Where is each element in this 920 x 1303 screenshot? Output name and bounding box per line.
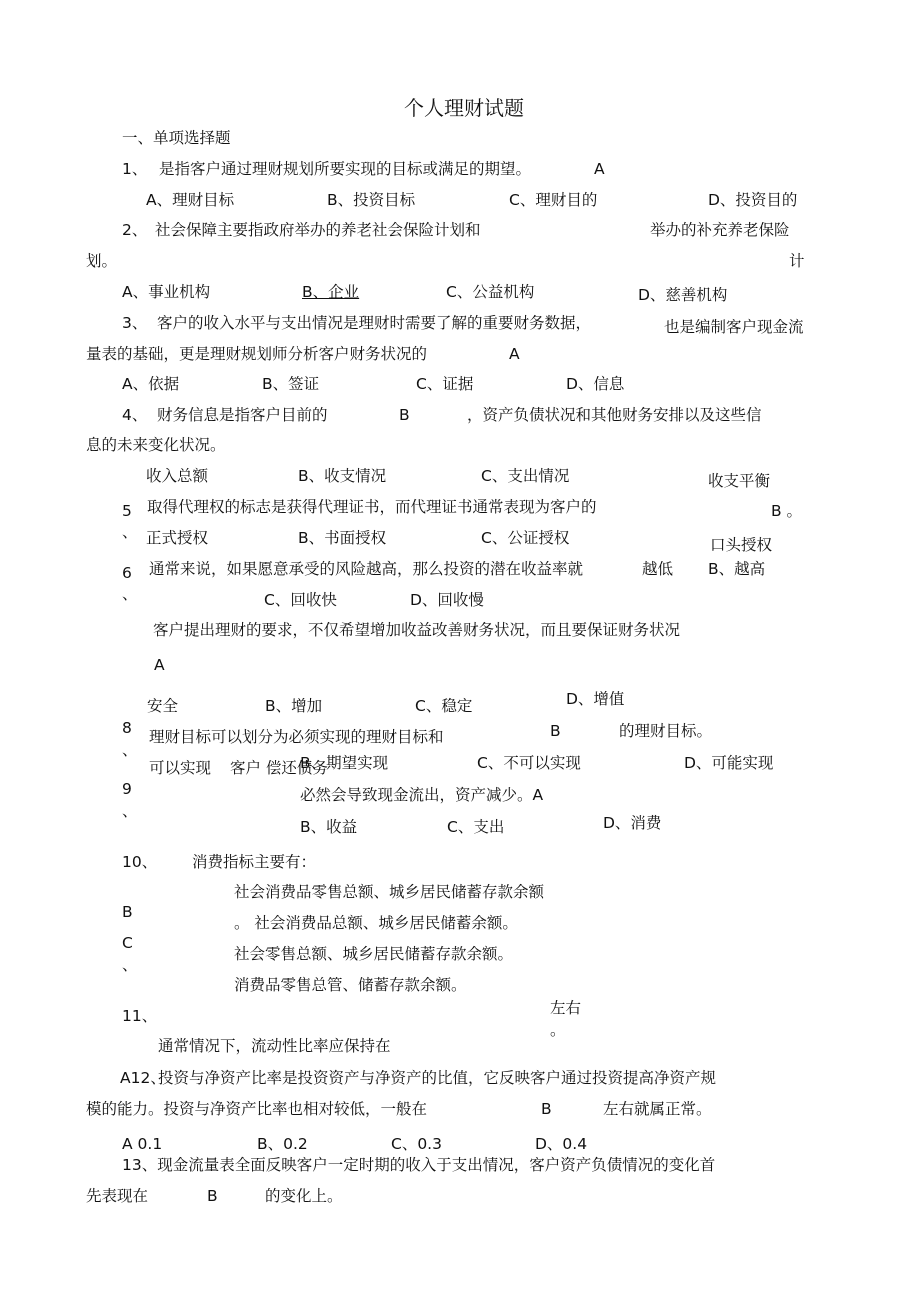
q8-option-d: D、可能实现	[684, 754, 774, 772]
q3-number: 3、	[122, 314, 148, 332]
q12-option-b: B、0.2	[257, 1135, 308, 1153]
q3-answer: A	[509, 345, 520, 363]
q4-answer: B	[399, 406, 410, 424]
q6-number-mark: 、	[122, 585, 138, 603]
q11-tail: 左右	[550, 999, 582, 1017]
q10-option-2: 。 社会消费品总额、城乡居民储蓄余额。	[234, 914, 518, 932]
q8-number: 8	[122, 719, 132, 737]
q1-option-d: D、投资目的	[708, 191, 798, 209]
q10-letter-c: C	[122, 934, 133, 952]
q10-option-1: 社会消费品零售总额、城乡居民储蓄存款余额	[234, 883, 545, 901]
q2-stem-fragment: 计	[789, 252, 805, 270]
q4-stem: 财务信息是指客户目前的	[157, 406, 328, 424]
q10-number: 10、	[122, 853, 158, 871]
q10-option-4: 消费品零售总管、储蓄存款余额。	[234, 976, 467, 994]
q5-option-a: 正式授权	[146, 529, 209, 547]
q3-option-b: B、签证	[262, 375, 320, 393]
q7-answer: A	[154, 656, 165, 674]
q5-option-b: B、书面授权	[298, 529, 387, 547]
q3-stem-cont: 也是编制客户现金流	[664, 318, 804, 336]
q2-option-d: D、慈善机构	[638, 286, 728, 304]
q13-answer: B	[207, 1187, 218, 1205]
q8-stem-cont: 的理财目标。	[619, 722, 713, 740]
page-title: 个人理财试题	[404, 96, 524, 120]
q4-option-a: 收入总额	[146, 467, 209, 485]
q6-number: 6	[122, 564, 132, 582]
q2-stem-end: 划。	[86, 252, 118, 270]
q5-number: 5	[122, 502, 132, 520]
section-heading: 一、单项选择题	[122, 129, 231, 147]
q2-option-a: A、事业机构	[122, 283, 211, 301]
q10-option-3: 社会零售总额、城乡居民储蓄存款余额。	[234, 945, 514, 963]
q1-stem: 是指客户通过理财规划所要实现的目标或满足的期望。	[159, 160, 532, 178]
q4-stem-end: 息的未来变化状况。	[86, 436, 226, 454]
q2-option-b: B、企业	[302, 283, 360, 301]
q8-option-b: B、期望实现	[300, 754, 389, 772]
q12-stem-end: 左右就属正常。	[603, 1100, 712, 1118]
q9-fragment: 客户 偿还债务	[230, 759, 328, 777]
q4-option-d: 收支平衡	[708, 472, 771, 490]
q7-option-d: D、增值	[566, 690, 625, 708]
q11-stem: 通常情况下，流动性比率应保持在	[158, 1037, 391, 1055]
q7-option-b: B、增加	[265, 697, 323, 715]
q9-number-mark: 、	[122, 802, 138, 820]
q1-option-c: C、理财目的	[509, 191, 598, 209]
q12-option-c: C、0.3	[391, 1135, 442, 1153]
q6-stem: 通常来说，如果愿意承受的风险越高，那么投资的潜在收益率就	[149, 560, 584, 578]
q2-number: 2、	[122, 221, 148, 239]
q11-tail-mark: 。	[550, 1021, 566, 1039]
q5-answer: B 。	[771, 502, 803, 520]
q9-option-d: D、消费	[603, 814, 662, 832]
q13-stem-end: 的变化上。	[265, 1187, 343, 1205]
q6-option-b: B、越高	[708, 560, 766, 578]
q10-letter-b: B	[122, 903, 133, 921]
q5-stem: 取得代理权的标志是获得代理证书，而代理证书通常表现为客户的	[147, 498, 597, 516]
q10-stem: 消费指标主要有：	[192, 853, 317, 871]
q12-option-d: D、0.4	[535, 1135, 588, 1153]
q9-option-b: B、收益	[300, 818, 358, 836]
q11-number: 11、	[122, 1007, 158, 1025]
q8-answer: B	[550, 722, 561, 740]
q8-stem: 理财目标可以划分为必须实现的理财目标和	[149, 728, 444, 746]
q6-option-c: C、回收快	[264, 591, 337, 609]
q9-stem: 必然会导致现金流出，资产减少。A	[300, 786, 544, 804]
q4-number: 4、	[122, 406, 148, 424]
q1-option-b: B、投资目标	[327, 191, 416, 209]
q13-stem-cont: 先表现在	[86, 1187, 149, 1205]
q1-option-a: A、理财目标	[146, 191, 235, 209]
q7-stem: 客户提出理财的要求，不仅希望增加收益改善财务状况，而且要保证财务状况	[153, 621, 681, 639]
q12-number: A12、	[120, 1069, 166, 1087]
q12-stem: 投资与净资产比率是投资资产与净资产的比值，它反映客户通过投资提高净资产规	[158, 1069, 717, 1087]
q5-number-mark: 、	[122, 523, 138, 541]
q3-option-d: D、信息	[566, 375, 625, 393]
q4-stem-cont: ，资产负债状况和其他财务安排以及这些信	[467, 406, 762, 424]
q7-option-c: C、稳定	[415, 697, 473, 715]
q3-stem-end: 量表的基础，更是理财规划师分析客户财务状况的	[86, 345, 428, 363]
q9-option-c: C、支出	[447, 818, 505, 836]
q12-option-a: A 0.1	[122, 1135, 163, 1153]
q6-option-a: 越低	[642, 560, 674, 578]
q8-number-mark: 、	[122, 741, 138, 759]
q7-option-a: 安全	[147, 697, 179, 715]
q8-option-a: 可以实现	[149, 759, 212, 777]
q6-option-d: D、回收慢	[410, 591, 484, 609]
q3-option-c: C、证据	[416, 375, 474, 393]
q3-option-a: A、依据	[122, 375, 180, 393]
q10-mark: 、	[122, 956, 138, 974]
q1-answer: A	[594, 160, 605, 178]
q4-option-b: B、收支情况	[298, 467, 387, 485]
q2-stem-cont: 举办的补充养老保险	[650, 221, 790, 239]
q1-number: 1、	[122, 160, 148, 178]
q4-option-c: C、支出情况	[481, 467, 570, 485]
q13-stem: 13、现金流量表全面反映客户一定时期的收入于支出情况，客户资产负债情况的变化首	[122, 1156, 716, 1174]
q2-stem: 社会保障主要指政府举办的养老社会保险计划和	[155, 221, 481, 239]
q2-option-c: C、公益机构	[446, 283, 535, 301]
q3-stem: 客户的收入水平与支出情况是理财时需要了解的重要财务数据，	[157, 314, 592, 332]
q5-option-c: C、公证授权	[481, 529, 570, 547]
q5-option-d: 口头授权	[710, 536, 773, 554]
q12-answer: B	[541, 1100, 552, 1118]
q9-number: 9	[122, 780, 132, 798]
q12-stem-cont: 模的能力。投资与净资产比率也相对较低，一般在	[86, 1100, 428, 1118]
q8-option-c: C、不可以实现	[477, 754, 581, 772]
